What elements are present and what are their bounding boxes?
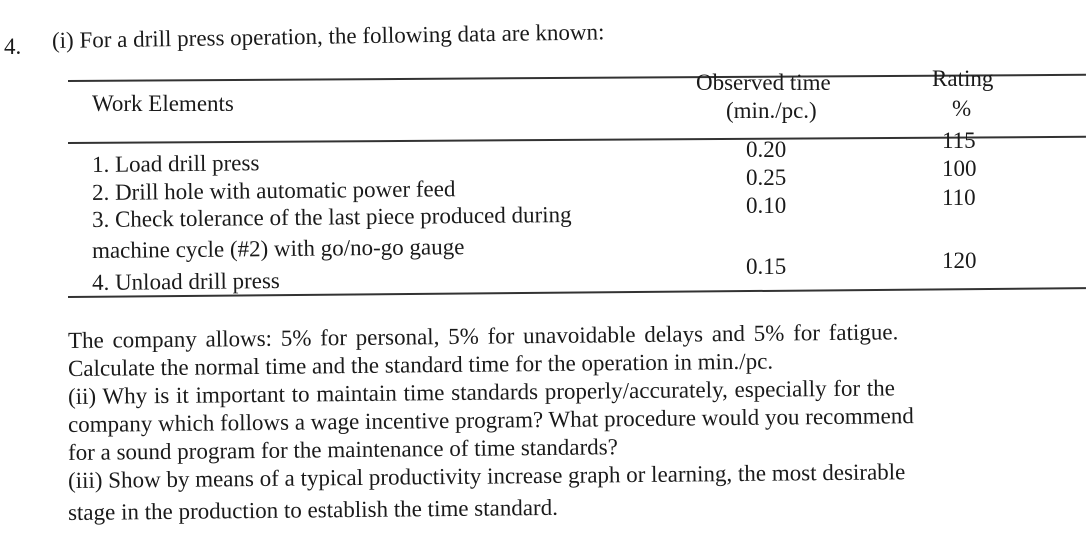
row3-element: 3. Check tolerance of the last piece produced during: [91, 201, 572, 232]
row1-element: 1. Load drill press: [91, 150, 260, 177]
row1-rating: 115: [942, 128, 976, 153]
paragraph-line-5: for a sound program for the maintenance of time standards?: [67, 434, 618, 465]
row1-observed: 0.20: [746, 137, 787, 162]
header-work-elements: Work Elements: [92, 91, 234, 116]
row2-observed: 0.25: [746, 165, 787, 190]
row4-element: 4. Unload drill press: [91, 268, 280, 295]
paragraph-line-3: (ii) Why is it important to maintain time standards properly/accurately, especially for the: [67, 375, 896, 409]
question-number: 4.: [4, 34, 22, 59]
row2-element: 2. Drill hole with automatic power feed: [91, 176, 456, 205]
question-part1-intro: (i) For a drill press operation, the following data are known:: [51, 19, 605, 53]
header-observed-unit: (min./pc.): [726, 98, 817, 123]
paragraph-line-2: Calculate the normal time and the standard time for the operation in min./pc.: [67, 348, 774, 381]
paragraph-line-1: The company allows: 5% for personal, 5% for unavoidable delays and 5% for fatigue.: [67, 319, 899, 353]
row4-rating: 120: [942, 248, 977, 273]
header-rating: Rating: [932, 66, 994, 91]
header-observed-time: Observed time: [696, 70, 831, 95]
row2-rating: 100: [942, 156, 977, 181]
paragraph-line-7: stage in the production to establish the time standard.: [67, 494, 559, 525]
row3-rating: 110: [942, 185, 976, 210]
paragraph-line-6: (iii) Show by means of a typical productivity increase graph or learning, the most desirable: [67, 459, 906, 493]
row3-element-cont: machine cycle (#2) with go/no-go gauge: [91, 234, 465, 263]
table-header-rule: [68, 136, 1086, 144]
header-rating-unit: %: [952, 96, 972, 121]
paragraph-line-4: company which follows a wage incentive program? What procedure would you recommend: [67, 403, 914, 437]
row3-observed: 0.10: [746, 193, 787, 218]
row4-observed: 0.15: [746, 254, 787, 279]
